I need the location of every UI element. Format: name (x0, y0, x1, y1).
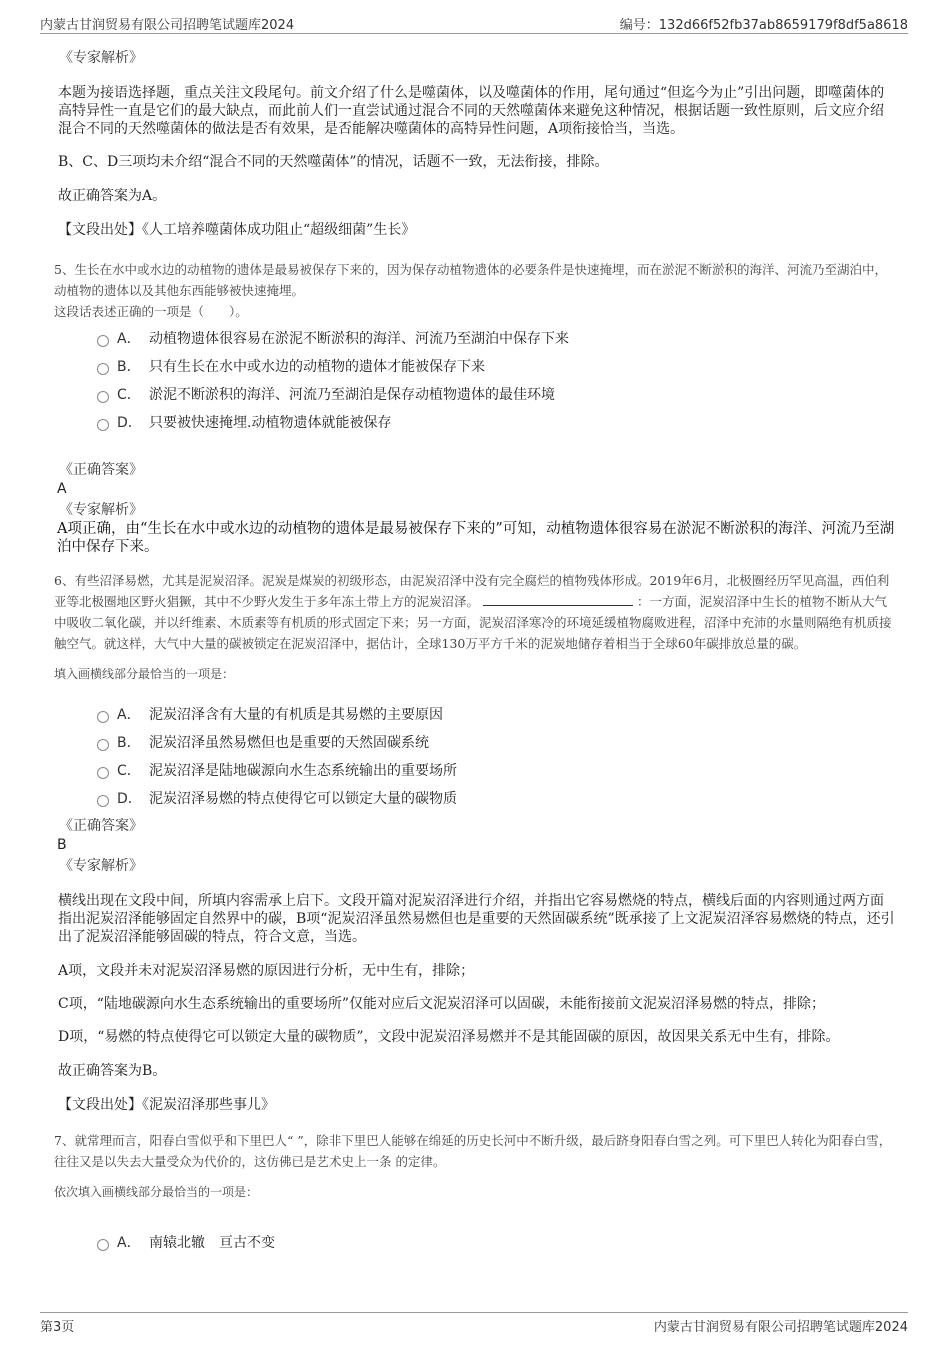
option-text: 动植物遗体很容易在淤泥不断淤积的海洋、河流乃至湖泊中保存下来 (149, 331, 569, 347)
option-list (97, 324, 897, 436)
option-c[interactable] (97, 756, 897, 784)
footer-title: 内蒙古甘润贸易有限公司招聘笔试题库2024 (653, 1320, 908, 1335)
radio-icon[interactable] (97, 767, 109, 779)
option-text: 泥炭沼泽含有大量的有机质是其易燃的主要原因 (149, 707, 443, 723)
option-text: 泥炭沼泽易燃的特点使得它可以锁定大量的碳物质 (149, 791, 457, 807)
fill-blank (483, 594, 633, 606)
analysis-paragraph: 横线出现在文段中间，所填内容需承上启下。文段开篇对泥炭沼泽进行介绍，并指出它容易燃烧的特点，横线后面的内容则通过两方面指出泥炭沼泽能够固定自然界中的碳，B项“泥炭沼泽虽然易燃但也是重要的天然固碳系统”既承接了上文泥炭沼泽容易燃烧的特点，还引出了泥炭沼泽能够固碳的特点，符合文意，当选。 (58, 893, 895, 945)
analysis-paragraph: A项正确，由“生长在水中或水边的动植物的遗体是最易被保存下来的”可知，动植物遗体很容易在淤泥不断淤积的海洋、河流乃至湖泊中保存下来。 (57, 521, 895, 555)
option-letter: B． (117, 735, 141, 751)
option-text: 泥炭沼泽是陆地碳源向水生态系统输出的重要场所 (149, 763, 457, 779)
analysis-conclusion: 故正确答案为B。 (58, 1063, 167, 1079)
header-serial: 编号：132d66f52fb37ab8659179f8df5a8618 (619, 18, 908, 33)
answer-value: A (57, 481, 67, 497)
analysis-conclusion: 故正确答案为A。 (58, 188, 167, 204)
option-b[interactable] (97, 728, 897, 756)
answer-label: 《正确答案》 (59, 462, 143, 478)
analysis-label: 《专家解析》 (59, 502, 143, 518)
radio-icon[interactable] (97, 363, 109, 375)
page-number: 第3页 (40, 1320, 75, 1335)
analysis-paragraph: B、C、D三项均未介绍“混合不同的天然噬菌体”的情况，话题不一致，无法衔接，排除。 (58, 154, 609, 170)
option-letter: D． (117, 791, 142, 807)
analysis-paragraph: A项，文段并未对泥炭沼泽易燃的原因进行分析，无中生有，排除； (58, 963, 475, 979)
option-d[interactable] (97, 408, 897, 436)
page-footer (40, 1312, 908, 1334)
option-text: 泥炭沼泽虽然易燃但也是重要的天然固碳系统 (149, 735, 429, 751)
option-letter: D． (117, 415, 142, 431)
radio-icon[interactable] (97, 335, 109, 347)
question-stem: 5、生长在水中或水边的动植物的遗体是最易被保存下来的，因为保存动植物遗体的必要条件是快速掩埋，而在淤泥不断淤积的海洋、河流乃至湖泊中，动植物的遗体以及其他东西能够被快速掩埋。 (54, 262, 887, 298)
option-letter: A． (117, 1235, 141, 1251)
option-list (97, 1228, 897, 1256)
option-letter: A． (117, 707, 141, 723)
option-list (97, 700, 897, 812)
answer-value: B (57, 837, 67, 853)
question-prompt: 填入画横线部分最恰当的一项是： (54, 667, 235, 681)
stem-part-1: 6、有些沼泽易燃，尤其是泥炭沼泽。泥炭是煤炭的初级形态，由泥炭沼泽中没有完全腐烂的植物残体形成。2019年6月，北极圈经历罕见高温，西伯利亚等北极圈地区野火猖獗，其中不少野火发生于多年冻土带上方的泥炭沼泽。 (54, 573, 890, 609)
radio-icon[interactable] (97, 1239, 109, 1251)
stem-part-2: ：一方面，泥炭沼泽中生长的植物不断从大气中吸收二氧化碳，并以纤维素、木质素等有机质的形式固定下来；另一方面，泥炭沼泽寒冷的环境延缓植物腐败进程，沼泽中充沛的水量则隔绝有机质接触空气。就这样，大气中大量的碳被锁定在泥炭沼泽中，据估计，全球130万平方千米的泥炭地储存着相当于全球60年碳排放总量的碳。 (54, 594, 892, 651)
option-letter: C． (117, 763, 141, 779)
option-letter: A． (117, 331, 141, 347)
analysis-paragraph: C项，“陆地碳源向水生态系统输出的重要场所”仅能对应后文泥炭沼泽可以固碳，未能衔接前文泥炭沼泽易燃的特点，排除； (58, 996, 826, 1012)
option-text: 只有生长在水中或水边的动植物的遗体才能被保存下来 (149, 359, 485, 375)
option-text: 南辕北辙 亘古不变 (149, 1235, 275, 1251)
option-letter: C． (117, 387, 141, 403)
analysis-label: 《专家解析》 (59, 50, 143, 66)
question-stem: 7、就常理而言，阳春白雪似乎和下里巴人“ ”，除非下里巴人能够在绵延的历史长河中不断升级，最后跻身阳春白雪之列。可下里巴人转化为阳春白雪，往往又是以失去大量受众为代价的，这仿佛已是艺术史上一条 的定律。 (54, 1133, 892, 1169)
option-a[interactable] (97, 1228, 897, 1256)
analysis-paragraph: D项，“易燃的特点使得它可以锁定大量的碳物质”，文段中泥炭沼泽易燃并不是其能固碳的原因，故因果关系无中生有，排除。 (58, 1029, 840, 1045)
option-a[interactable] (97, 324, 897, 352)
radio-icon[interactable] (97, 711, 109, 723)
source-citation: 【文段出处】《人工培养噬菌体成功阻止“超级细菌”生长》 (58, 222, 416, 238)
analysis-label: 《专家解析》 (59, 858, 143, 874)
page-header (40, 12, 908, 34)
option-letter: B． (117, 359, 141, 375)
question-prompt: 这段话表述正确的一项是（ ）。 (54, 304, 248, 319)
answer-label: 《正确答案》 (59, 818, 143, 834)
option-c[interactable] (97, 380, 897, 408)
header-title: 内蒙古甘润贸易有限公司招聘笔试题库2024 (40, 18, 295, 33)
option-d[interactable] (97, 784, 897, 812)
radio-icon[interactable] (97, 739, 109, 751)
radio-icon[interactable] (97, 391, 109, 403)
source-citation: 【文段出处】《泥炭沼泽那些事儿》 (58, 1097, 275, 1113)
option-a[interactable] (97, 700, 897, 728)
radio-icon[interactable] (97, 419, 109, 431)
option-text: 淤泥不断淤积的海洋、河流乃至湖泊是保存动植物遗体的最佳环境 (149, 387, 555, 403)
option-b[interactable] (97, 352, 897, 380)
analysis-paragraph: 本题为接语选择题，重点关注文段尾句。前文介绍了什么是噬菌体，以及噬菌体的作用，尾句通过“但迄今为止”引出问题，即噬菌体的高特异性一直是它们的最大缺点，而此前人们一直尝试通过混合不同的天然噬菌体来避免这种情况，根据话题一致性原则，后文应介绍混合不同的天然噬菌体的做法是否有效果，是否能解决噬菌体的高特异性问题，A项衔接恰当，当选。 (58, 85, 885, 137)
option-text: 只要被快速掩埋.动植物遗体就能被保存 (149, 415, 392, 431)
question-stem (54, 570, 897, 654)
page-content (54, 44, 897, 1256)
question-prompt: 依次填入画横线部分最恰当的一项是： (54, 1185, 259, 1199)
radio-icon[interactable] (97, 795, 109, 807)
